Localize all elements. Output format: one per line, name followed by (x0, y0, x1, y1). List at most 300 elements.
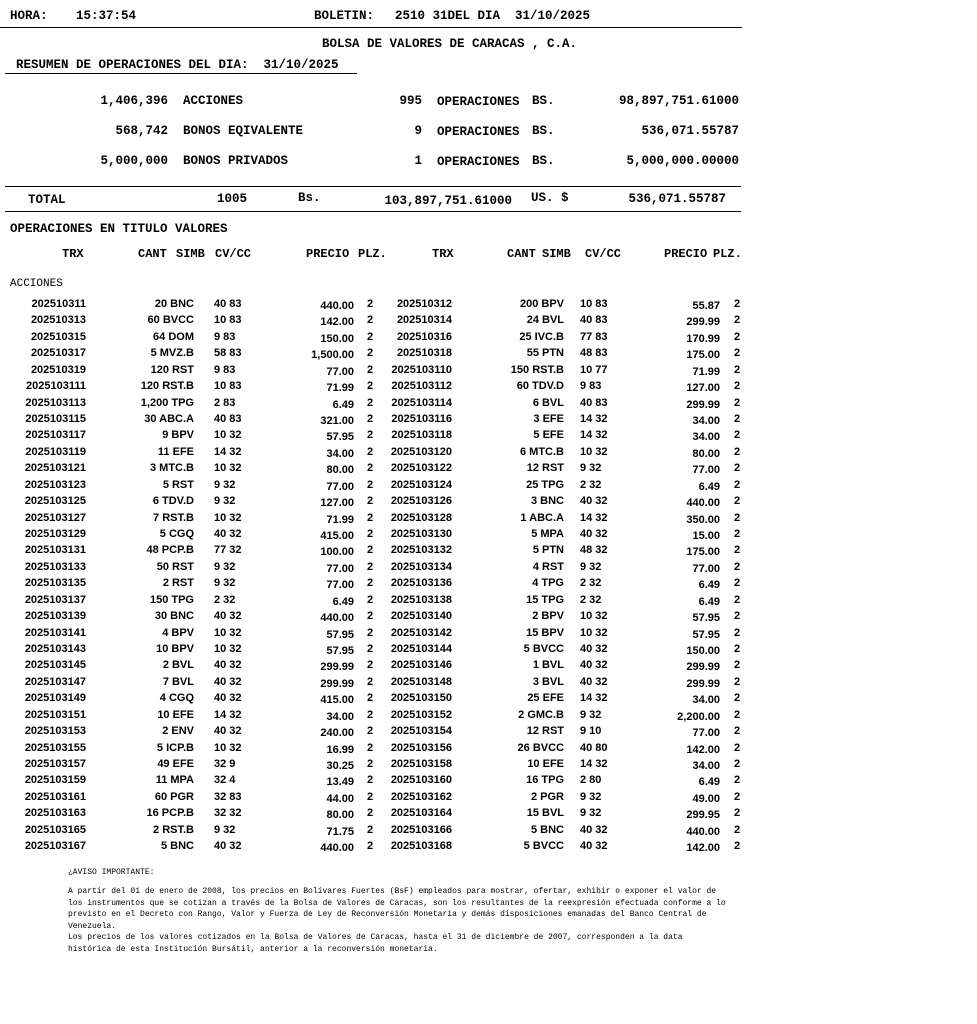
cvcc-left: 32 9 (214, 758, 236, 770)
cant-simb-left: 50 RST (156, 561, 194, 573)
cant-simb-right: 5 BVCC (523, 643, 564, 655)
cant-simb-right: 3 EFE (533, 413, 564, 425)
cant-simb-left: 1,200 TPG (140, 397, 194, 409)
notice-title: ¿AVISO IMPORTANTE: (68, 868, 155, 877)
cant-simb-left: 5 CGQ (159, 528, 194, 540)
cvcc-right: 9 10 (580, 725, 602, 737)
plz-right: 2 (734, 462, 741, 474)
table-row (0, 824, 977, 838)
cvcc-left: 40 32 (214, 610, 242, 622)
precio-right: 175.00 (686, 349, 720, 361)
precio-right: 142.00 (686, 744, 720, 756)
cant-simb-right: 15 TPG (526, 594, 564, 606)
cant-simb-right: 5 PTN (532, 544, 564, 556)
cvcc-left: 10 32 (214, 462, 242, 474)
plz-left: 2 (367, 774, 374, 786)
cvcc-left: 9 32 (214, 824, 236, 836)
trx-right: 202510316 (396, 331, 452, 343)
boletin-value: 2510 31DEL DIA 31/10/2025 (395, 9, 591, 23)
plz-right: 2 (734, 774, 741, 786)
cvcc-right: 40 32 (580, 676, 608, 688)
summary-ops-count: 995 (399, 94, 422, 108)
cvcc-left: 14 32 (214, 446, 242, 458)
summary-amount: 98,897,751.61000 (618, 94, 739, 108)
trx-right: 2025103146 (390, 659, 452, 671)
trx-left: 202510313 (30, 314, 86, 326)
plz-right: 2 (734, 397, 741, 409)
cant-simb-left: 30 ABC.A (144, 413, 194, 425)
summary-type: BONOS PRIVADOS (183, 154, 289, 168)
trx-right: 2025103126 (390, 495, 452, 507)
total-us-amount: 536,071.55787 (628, 192, 726, 206)
summary-ops-count: 1 (414, 154, 422, 168)
cvcc-left: 10 32 (214, 512, 242, 524)
cvcc-left: 40 32 (214, 725, 242, 737)
cvcc-left: 9 32 (214, 561, 236, 573)
plz-left: 2 (367, 807, 374, 819)
cvcc-right: 40 32 (580, 840, 608, 852)
trx-right: 2025103116 (391, 413, 452, 425)
table-row (0, 462, 977, 476)
cvcc-right: 40 83 (580, 397, 608, 409)
cvcc-right: 2 32 (580, 594, 602, 606)
trx-right: 2025103160 (390, 774, 452, 786)
cant-simb-right: 4 RST (532, 561, 564, 573)
cant-simb-left: 5 RST (162, 479, 194, 491)
cvcc-right: 14 32 (580, 429, 608, 441)
cant-simb-left: 5 ICP.B (156, 742, 194, 754)
plz-left: 2 (367, 725, 374, 737)
cant-simb-left: 3 MTC.B (150, 462, 194, 474)
table-row (0, 709, 977, 723)
precio-left: 100.00 (320, 546, 354, 558)
plz-right: 2 (734, 479, 741, 491)
table-row (0, 380, 977, 394)
plz-left: 2 (367, 659, 374, 671)
group-label: ACCIONES (10, 278, 63, 290)
precio-right: 6.49 (698, 776, 720, 788)
cvcc-right: 40 32 (580, 824, 608, 836)
trx-left: 2025103155 (24, 742, 86, 754)
trx-right: 2025103132 (390, 544, 452, 556)
cant-simb-left: 6 TDV.D (152, 495, 194, 507)
table-row (0, 429, 977, 443)
plz-left: 2 (367, 347, 374, 359)
trx-left: 2025103143 (24, 643, 86, 655)
trx-left: 2025103133 (24, 561, 86, 573)
precio-right: 299.99 (686, 678, 720, 690)
summary-ops-label: OPERACIONES (437, 95, 520, 109)
table-row (0, 479, 977, 493)
plz-right: 2 (734, 446, 741, 458)
precio-right: 55.87 (692, 300, 720, 312)
trx-left: 2025103129 (24, 528, 86, 540)
cvcc-left: 10 32 (214, 627, 242, 639)
cvcc-left: 40 32 (214, 692, 242, 704)
precio-left: 415.00 (320, 694, 354, 706)
total-bs-label: Bs. (298, 191, 321, 205)
trx-left: 2025103115 (25, 413, 86, 425)
table-row (0, 512, 977, 526)
precio-right: 175.00 (686, 546, 720, 558)
plz-right: 2 (734, 298, 741, 310)
precio-right: 34.00 (692, 431, 720, 443)
cant-simb-left: 120 RST (150, 364, 194, 376)
cant-simb-left: 2 ENV (162, 725, 194, 737)
col-trx-left: TRX (62, 247, 84, 261)
cvcc-right: 14 32 (580, 692, 608, 704)
table-row (0, 594, 977, 608)
trx-left: 2025103141 (24, 627, 86, 639)
trx-left: 2025103131 (24, 544, 86, 556)
cvcc-left: 32 32 (214, 807, 242, 819)
precio-left: 77.00 (326, 481, 354, 493)
cant-simb-right: 2 PGR (530, 791, 564, 803)
cvcc-right: 2 32 (580, 479, 602, 491)
cant-simb-left: 2 RST (162, 577, 194, 589)
total-bs-amount: 103,897,751.61000 (384, 194, 512, 208)
precio-left: 57.95 (326, 431, 354, 443)
precio-left: 71.75 (326, 826, 354, 838)
summary-currency: BS. (532, 154, 555, 168)
table-row (0, 791, 977, 805)
plz-right: 2 (734, 659, 741, 671)
precio-right: 299.99 (686, 316, 720, 328)
plz-right: 2 (734, 528, 741, 540)
precio-left: 44.00 (326, 793, 354, 805)
cant-simb-right: 6 BVL (532, 397, 564, 409)
trx-right: 2025103128 (390, 512, 452, 524)
trx-left: 2025103139 (24, 610, 86, 622)
table-row (0, 347, 977, 361)
cvcc-left: 9 83 (214, 331, 236, 343)
trx-right: 202510318 (396, 347, 452, 359)
precio-left: 57.95 (326, 645, 354, 657)
summary-type: BONOS EQIVALENTE (183, 124, 304, 138)
cant-simb-right: 12 RST (526, 725, 564, 737)
table-row (0, 659, 977, 673)
precio-left: 30.25 (326, 760, 354, 772)
precio-right: 440.00 (686, 497, 720, 509)
precio-right: 71.99 (692, 366, 720, 378)
table-row (0, 742, 977, 756)
table-row (0, 528, 977, 542)
cant-simb-left: 11 MPA (155, 774, 194, 786)
plz-left: 2 (367, 758, 374, 770)
cvcc-left: 40 83 (214, 413, 242, 425)
plz-right: 2 (734, 495, 741, 507)
col-cant-left: CANT (138, 247, 167, 261)
precio-right: 15.00 (692, 530, 720, 542)
trx-left: 2025103127 (24, 512, 86, 524)
cvcc-left: 2 32 (214, 594, 236, 606)
precio-left: 240.00 (320, 727, 354, 739)
cant-simb-left: 30 BNC (154, 610, 194, 622)
cant-simb-left: 5 BNC (160, 840, 194, 852)
precio-left: 127.00 (320, 497, 354, 509)
plz-left: 2 (367, 610, 374, 622)
cvcc-right: 9 32 (580, 791, 602, 803)
trx-left: 2025103125 (24, 495, 86, 507)
cant-simb-left: 9 BPV (162, 429, 194, 441)
plz-right: 2 (734, 725, 741, 737)
precio-left: 6.49 (332, 399, 354, 411)
summary-currency: BS. (532, 94, 555, 108)
plz-right: 2 (734, 347, 741, 359)
trx-left: 2025103149 (24, 692, 86, 704)
col-cvcc-left: CV/CC (215, 247, 252, 261)
cant-simb-right: 150 RST.B (510, 364, 564, 376)
notice-body (68, 886, 726, 955)
cvcc-left: 9 32 (214, 577, 236, 589)
precio-right: 127.00 (686, 382, 720, 394)
plz-left: 2 (367, 462, 374, 474)
cant-simb-left: 5 MVZ.B (150, 347, 194, 359)
cvcc-left: 58 83 (214, 347, 242, 359)
table-row (0, 331, 977, 345)
trx-right: 2025103124 (390, 479, 452, 491)
trx-left: 2025103151 (24, 709, 86, 721)
plz-left: 2 (367, 495, 374, 507)
cvcc-right: 48 32 (580, 544, 608, 556)
institution-name: BOLSA DE VALORES DE CARACAS , C.A. (322, 37, 578, 51)
plz-left: 2 (367, 380, 374, 392)
cant-simb-left: 120 RST.B (140, 380, 194, 392)
summary-amount: 536,071.55787 (641, 124, 739, 138)
boletin-label: BOLETIN: (314, 9, 375, 23)
precio-left: 1,500.00 (311, 349, 354, 361)
precio-right: 57.95 (692, 629, 720, 641)
precio-left: 13.49 (326, 776, 354, 788)
cant-simb-right: 12 RST (526, 462, 564, 474)
trx-right: 202510312 (396, 298, 452, 310)
trx-right: 2025103162 (390, 791, 452, 803)
trx-left: 202510315 (30, 331, 86, 343)
cant-simb-left: 49 EFE (157, 758, 194, 770)
trx-left: 2025103167 (24, 840, 86, 852)
plz-right: 2 (734, 742, 741, 754)
precio-right: 142.00 (686, 842, 720, 854)
cvcc-left: 77 32 (214, 544, 242, 556)
table-row (0, 643, 977, 657)
plz-right: 2 (734, 807, 741, 819)
table-row (0, 397, 977, 411)
cvcc-left: 9 32 (214, 479, 236, 491)
plz-left: 2 (367, 479, 374, 491)
resumen-underline (5, 73, 357, 74)
trx-right: 2025103144 (390, 643, 452, 655)
plz-left: 2 (367, 627, 374, 639)
cant-simb-right: 5 BVCC (523, 840, 564, 852)
plz-right: 2 (734, 577, 741, 589)
cant-simb-right: 2 BPV (532, 610, 564, 622)
trx-left: 202510317 (30, 347, 86, 359)
trx-right: 2025103130 (390, 528, 452, 540)
col-plz-right: PLZ. (713, 247, 742, 261)
trx-left: 2025103147 (24, 676, 86, 688)
trx-right: 2025103118 (391, 429, 452, 441)
table-row (0, 692, 977, 706)
cvcc-right: 40 83 (580, 314, 608, 326)
plz-right: 2 (734, 643, 741, 655)
plz-left: 2 (367, 331, 374, 343)
precio-left: 6.49 (332, 596, 354, 608)
cant-simb-right: 25 IVC.B (519, 331, 564, 343)
precio-right: 299.99 (686, 399, 720, 411)
table-row (0, 610, 977, 624)
table-row (0, 561, 977, 575)
trx-right: 2025103156 (390, 742, 452, 754)
plz-left: 2 (367, 544, 374, 556)
cant-simb-right: 5 BNC (530, 824, 564, 836)
trx-right: 2025103112 (391, 380, 452, 392)
plz-left: 2 (367, 397, 374, 409)
cvcc-right: 40 32 (580, 659, 608, 671)
cant-simb-right: 1 BVL (532, 659, 564, 671)
cant-simb-right: 26 BVCC (517, 742, 564, 754)
plz-left: 2 (367, 676, 374, 688)
cvcc-left: 40 83 (214, 298, 242, 310)
cant-simb-left: 60 BVCC (147, 314, 194, 326)
trx-right: 2025103140 (390, 610, 452, 622)
cant-simb-left: 48 PCP.B (146, 544, 194, 556)
precio-left: 77.00 (326, 563, 354, 575)
plz-right: 2 (734, 791, 741, 803)
cvcc-right: 9 32 (580, 807, 602, 819)
trx-left: 2025103165 (24, 824, 86, 836)
precio-right: 350.00 (686, 514, 720, 526)
precio-left: 34.00 (326, 711, 354, 723)
precio-left: 80.00 (326, 464, 354, 476)
trx-right: 2025103158 (390, 758, 452, 770)
cant-simb-left: 4 BPV (162, 627, 194, 639)
trx-right: 2025103136 (390, 577, 452, 589)
precio-left: 57.95 (326, 629, 354, 641)
trx-left: 2025103119 (25, 446, 86, 458)
cvcc-right: 10 83 (580, 298, 608, 310)
plz-right: 2 (734, 692, 741, 704)
precio-right: 34.00 (692, 694, 720, 706)
cvcc-left: 10 83 (214, 380, 242, 392)
table-row (0, 495, 977, 509)
trx-left: 2025103161 (24, 791, 86, 803)
summary-type: ACCIONES (183, 94, 244, 108)
cvcc-right: 9 83 (580, 380, 602, 392)
hora-label: HORA: (10, 9, 48, 23)
cvcc-left: 2 83 (214, 397, 236, 409)
precio-right: 34.00 (692, 760, 720, 772)
precio-left: 299.99 (320, 678, 354, 690)
cant-simb-left: 20 BNC (154, 298, 194, 310)
table-row (0, 298, 977, 312)
precio-right: 34.00 (692, 415, 720, 427)
cvcc-left: 40 32 (214, 659, 242, 671)
precio-left: 440.00 (320, 612, 354, 624)
plz-left: 2 (367, 528, 374, 540)
cant-simb-left: 16 PCP.B (146, 807, 194, 819)
total-count: 1005 (217, 192, 248, 206)
cvcc-left: 10 32 (214, 742, 242, 754)
col-cant-right: CANT (507, 247, 536, 261)
plz-right: 2 (734, 429, 741, 441)
plz-right: 2 (734, 331, 741, 343)
cant-simb-left: 4 CGQ (159, 692, 194, 704)
cvcc-left: 10 32 (214, 429, 242, 441)
plz-left: 2 (367, 577, 374, 589)
cant-simb-left: 64 DOM (153, 331, 194, 343)
cant-simb-right: 25 EFE (527, 692, 564, 704)
trx-left: 202510311 (31, 298, 86, 310)
notice-line: Los precios de los valores cotizados en la Bolsa de Valores de Caracas, hasta el 31 de diciembre de 2007, corresponden a la data (68, 933, 683, 942)
cvcc-right: 10 32 (580, 446, 608, 458)
precio-right: 299.95 (686, 809, 720, 821)
col-simb-right: SIMB (542, 247, 571, 261)
section-title: OPERACIONES EN TITULO VALORES (10, 222, 228, 236)
plz-right: 2 (734, 676, 741, 688)
cvcc-right: 40 32 (580, 495, 608, 507)
precio-left: 299.99 (320, 661, 354, 673)
cant-simb-right: 6 MTC.B (520, 446, 564, 458)
precio-left: 71.99 (326, 382, 354, 394)
precio-left: 77.00 (326, 366, 354, 378)
trx-right: 2025103122 (390, 462, 452, 474)
plz-left: 2 (367, 446, 374, 458)
cant-simb-right: 60 TDV.D (516, 380, 564, 392)
precio-right: 49.00 (692, 793, 720, 805)
cant-simb-left: 7 RST.B (153, 512, 194, 524)
trx-right: 202510314 (396, 314, 452, 326)
trx-left: 202510319 (30, 364, 86, 376)
plz-right: 2 (734, 561, 741, 573)
header-divider (0, 27, 742, 28)
trx-right: 2025103152 (390, 709, 452, 721)
total-top-divider (5, 186, 741, 187)
precio-right: 299.99 (686, 661, 720, 673)
cvcc-left: 14 32 (214, 709, 242, 721)
cant-simb-right: 25 TPG (526, 479, 564, 491)
plz-right: 2 (734, 758, 741, 770)
trx-left: 2025103117 (25, 429, 86, 441)
summary-ops-count: 9 (414, 124, 422, 138)
cant-simb-right: 5 MPA (531, 528, 564, 540)
cant-simb-right: 15 BPV (526, 627, 564, 639)
trx-right: 2025103166 (390, 824, 452, 836)
col-simb-left: SIMB (176, 247, 205, 261)
plz-left: 2 (367, 643, 374, 655)
plz-left: 2 (367, 314, 374, 326)
trx-left: 2025103123 (24, 479, 86, 491)
table-row (0, 774, 977, 788)
cant-simb-left: 11 EFE (157, 446, 194, 458)
precio-right: 6.49 (698, 579, 720, 591)
cant-simb-right: 2 GMC.B (518, 709, 564, 721)
notice-line: histórica de esta Institución Bursátil, anterior a la reconversión monetaria. (68, 944, 438, 954)
plz-left: 2 (367, 709, 374, 721)
plz-left: 2 (367, 594, 374, 606)
plz-left: 2 (367, 840, 374, 852)
cant-simb-right: 10 EFE (527, 758, 564, 770)
cant-simb-left: 2 BVL (162, 659, 194, 671)
summary-qty: 568,742 (115, 124, 168, 138)
table-row (0, 446, 977, 460)
col-trx-right: TRX (432, 247, 454, 261)
trx-right: 2025103120 (390, 446, 452, 458)
cvcc-left: 9 83 (214, 364, 236, 376)
precio-right: 6.49 (698, 596, 720, 608)
cvcc-right: 77 83 (580, 331, 608, 343)
precio-right: 440.00 (686, 826, 720, 838)
trx-left: 2025103111 (26, 380, 86, 392)
